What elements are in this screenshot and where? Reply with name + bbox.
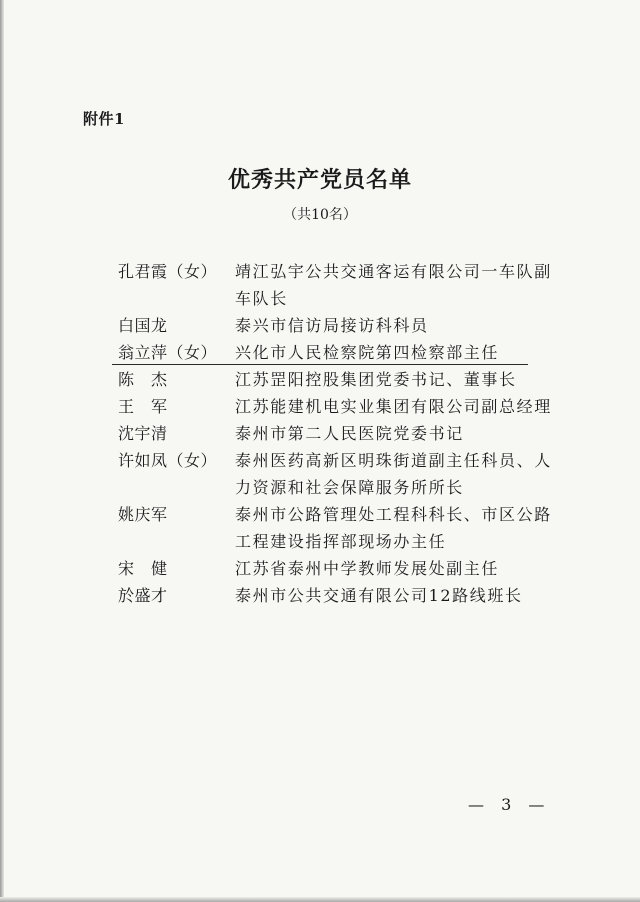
org-line: 江苏能建机电实业集团有限公司副总经理 [235, 397, 552, 416]
attachment-label: 附件1 [83, 110, 125, 128]
member-organization [235, 582, 558, 609]
member-name: 姚庆军 [118, 505, 168, 524]
member-list [118, 258, 558, 609]
member-name: 翁立萍（女） [118, 343, 218, 362]
org-line: 江苏省泰州中学教师发展处副主任 [235, 559, 500, 578]
list-item [118, 420, 558, 447]
member-organization [235, 339, 558, 366]
list-item [118, 312, 558, 339]
handwritten-underline [112, 364, 528, 365]
member-name: 许如凤（女） [118, 451, 218, 470]
org-line: 泰州市公共交通有限公司12路线班长 [235, 586, 523, 605]
org-line: 泰州市第二人民医院党委书记 [235, 424, 464, 443]
member-organization [235, 312, 558, 339]
member-name: 於盛才 [118, 586, 168, 605]
org-line: 江苏罡阳控股集团党委书记、董事长 [235, 370, 517, 389]
member-name: 陈 杰 [118, 370, 168, 389]
org-line: 泰州市公路管理处工程科科长、市区公路 [235, 505, 552, 524]
org-line: 工程建设指挥部现场办主任 [235, 532, 447, 551]
member-organization [235, 420, 558, 447]
org-line: 泰兴市信访局接访科科员 [235, 316, 429, 335]
document-title: 优秀共产党员名单 [227, 167, 412, 193]
member-name: 白国龙 [118, 316, 168, 335]
document-subtitle: （共10名） [283, 207, 357, 223]
list-item [118, 447, 558, 501]
org-line: 兴化市人民检察院第四检察部主任 [235, 343, 500, 362]
list-item [118, 501, 558, 555]
member-name: 宋 健 [118, 559, 168, 578]
member-organization [235, 393, 558, 420]
list-item [118, 366, 558, 393]
list-item [118, 339, 558, 366]
org-line: 泰州医药高新区明珠街道副主任科员、人 [235, 451, 552, 470]
org-line: 靖江弘宇公共交通客运有限公司一车队副 [235, 262, 552, 281]
list-item [118, 582, 558, 609]
member-name: 沈宇清 [118, 424, 168, 443]
org-line: 力资源和社会保障服务所所长 [235, 478, 464, 497]
member-organization [235, 447, 558, 501]
member-organization [235, 555, 558, 582]
member-name: 王 军 [118, 397, 168, 416]
list-item [118, 393, 558, 420]
list-item [118, 258, 558, 312]
org-line: 车队长 [235, 289, 288, 308]
member-organization [235, 258, 558, 312]
member-organization [235, 366, 558, 393]
page-number: — 3 — [468, 795, 551, 814]
member-organization [235, 501, 558, 555]
list-item [118, 555, 558, 582]
member-name: 孔君霞（女） [118, 262, 218, 281]
